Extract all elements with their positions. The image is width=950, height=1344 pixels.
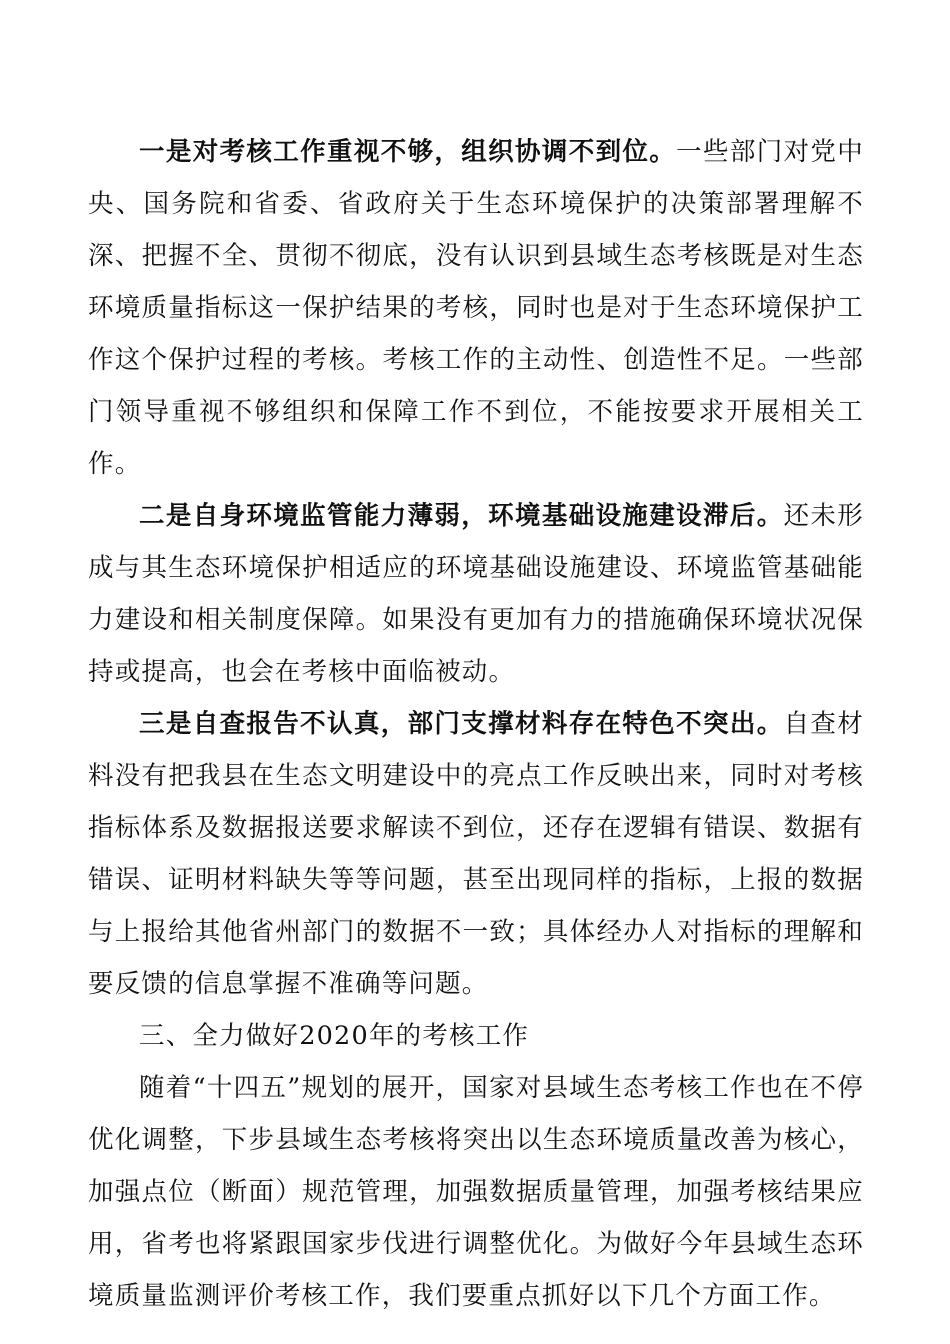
paragraph-lead: 二是自身环境监管能力薄弱，环境基础设施建设滞后。 xyxy=(139,501,784,531)
paragraph-problem-3 xyxy=(88,698,864,1010)
paragraph-problem-1 xyxy=(88,126,864,490)
paragraph-lead: 三是自查报告不认真，部门支撑材料存在特色不突出。 xyxy=(139,709,784,739)
paragraph-body: 还未形成与其生态环境保护相适应的环境基础设施建设、环境监管基础能力建设和相关制度保障。如果没有更加有力的措施确保环境状况保持或提高，也会在考核中面临被动。 xyxy=(88,501,864,687)
document-page xyxy=(88,126,864,1322)
paragraph-lead: 一是对考核工作重视不够，组织协调不到位。 xyxy=(139,137,677,167)
paragraph-problem-2 xyxy=(88,490,864,698)
paragraph-body: 一些部门对党中央、国务院和省委、省政府关于生态环境保护的决策部署理解不深、把握不全、贯彻不彻底，没有认识到县域生态考核既是对生态环境质量指标这一保护结果的考核，同时也是对于生态环境保护工作这个保护过程的考核。考核工作的主动性、创造性不足。一些部门领导重视不够组织和保障工作不到位，不能按要求开展相关工作。 xyxy=(88,137,864,479)
section-heading: 三、全力做好2020年的考核工作 xyxy=(139,1021,530,1051)
paragraph-body: 自查材料没有把我县在生态文明建设中的亮点工作反映出来，同时对考核指标体系及数据报送要求解读不到位，还存在逻辑有错误、数据有错误、证明材料缺失等等问题，甚至出现同样的指标，上报的数据与上报给其他省州部门的数据不一致；具体经办人对指标的理解和要反馈的信息掌握不准确等问题。 xyxy=(88,709,864,999)
closing-paragraph: 随着“十四五”规划的展开，国家对县域生态考核工作也在不停优化调整，下步县域生态考核将突出以生态环境质量改善为核心，加强点位（断面）规范管理，加强数据质量管理，加强考核结果应用，省考也将紧跟国家步伐进行调整优化。为做好今年县域生态环境质量监测评价考核工作，我们要重点抓好以下几个方面工作。 xyxy=(88,1073,864,1311)
